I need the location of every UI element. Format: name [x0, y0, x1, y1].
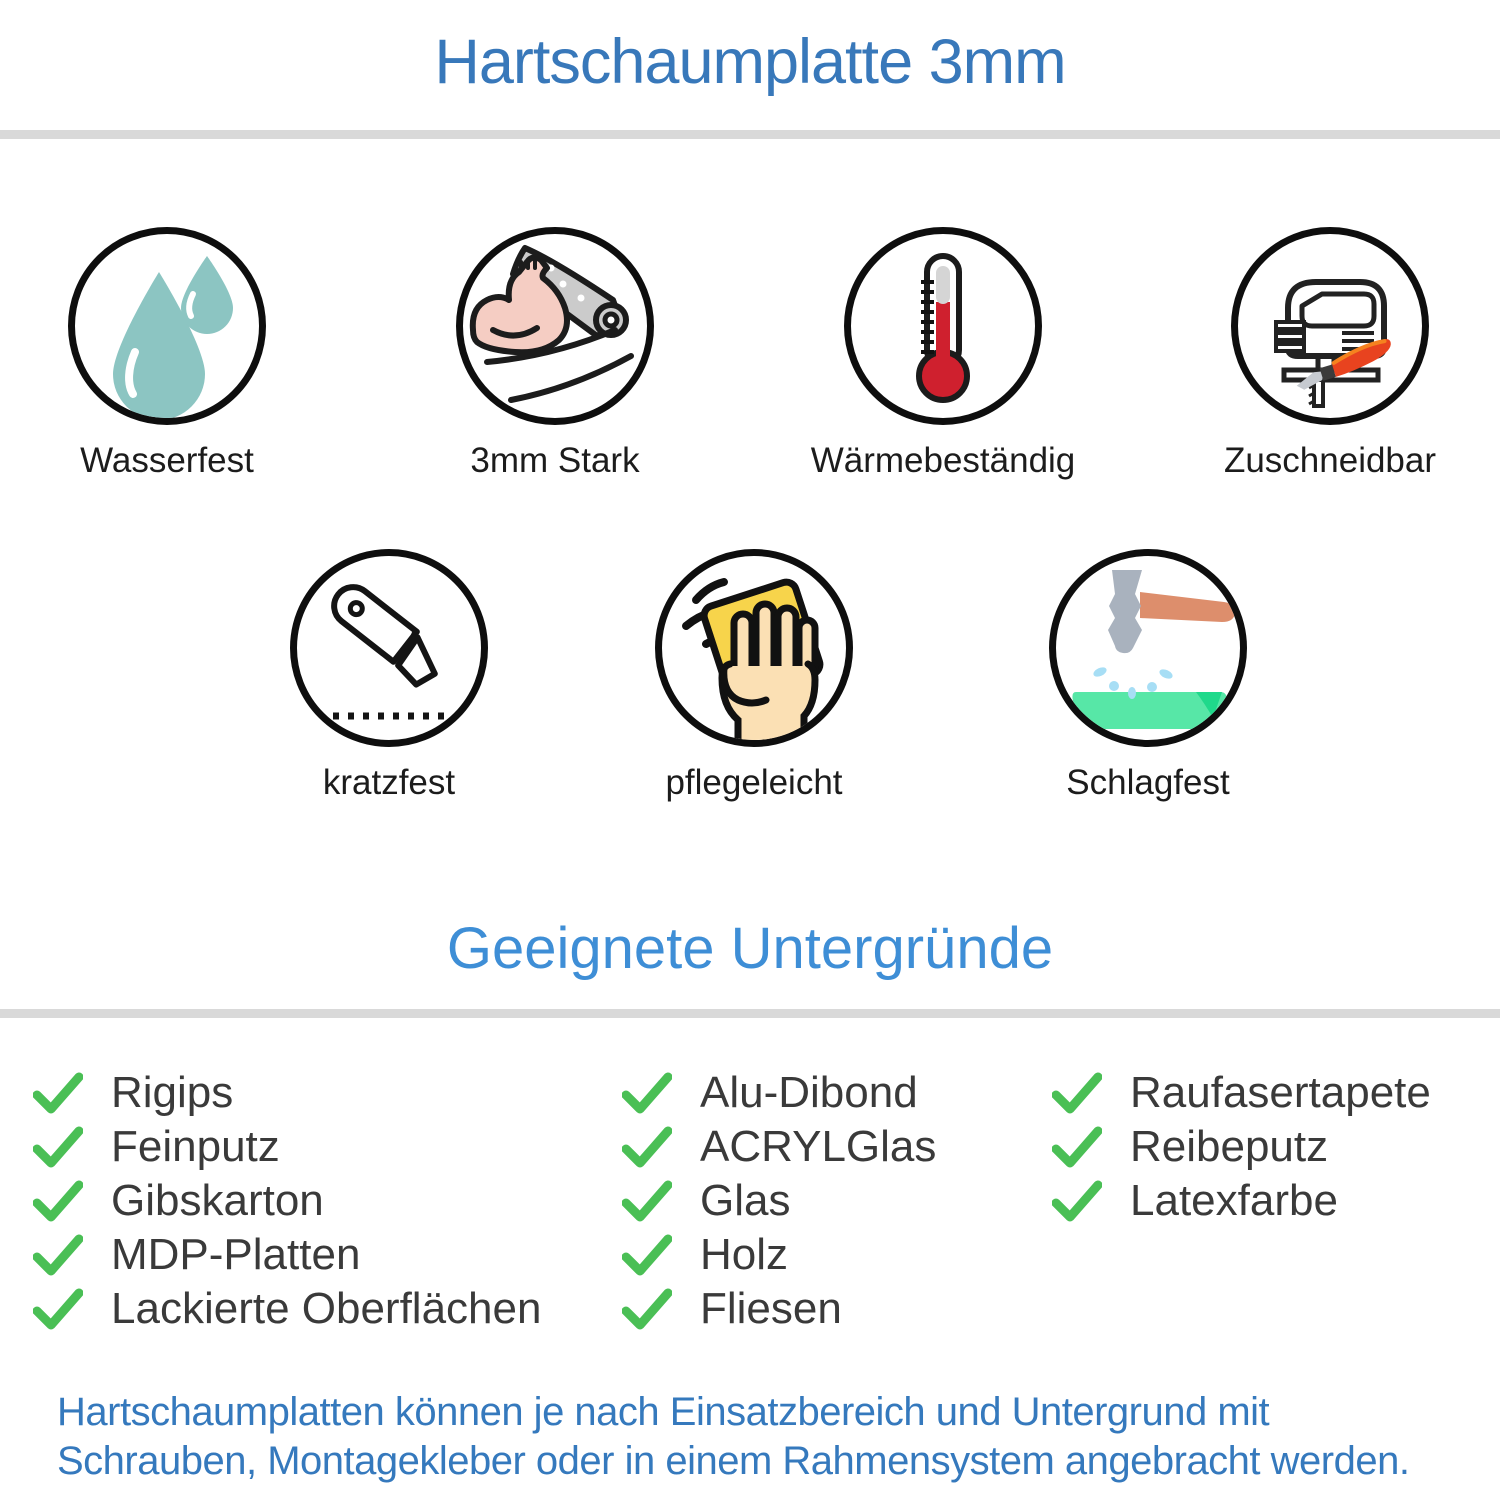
substrate-label: Lackierte Oberflächen [111, 1284, 542, 1333]
list-item [622, 1282, 936, 1336]
feature-waermebestaendig [793, 227, 1093, 481]
muscle-arm-icon [463, 234, 647, 418]
feature-zuschneidbar [1180, 227, 1480, 481]
check-icon [33, 1071, 83, 1115]
page-title: Hartschaumplatte 3mm [434, 27, 1066, 97]
jigsaw-icon [1238, 234, 1422, 418]
water-drops-icon [75, 234, 259, 418]
mounting-note-line-1: Hartschaumplatten können je nach Einsatzbereich und Untergrund mit [57, 1390, 1270, 1434]
substrate-label: Glas [700, 1176, 791, 1225]
substrate-label: Gibskarton [111, 1176, 324, 1225]
substrate-label: Rigips [111, 1068, 234, 1117]
feature-label: Wärmebeständig [810, 441, 1076, 480]
list-item [33, 1120, 541, 1174]
thermometer-icon [851, 234, 1035, 418]
substrate-label: ACRYLGlas [700, 1122, 937, 1171]
check-icon [1052, 1179, 1102, 1223]
feature-label: Wasserfest [80, 441, 254, 480]
feature-circle [456, 227, 654, 425]
check-icon [33, 1125, 83, 1169]
list-item [1052, 1120, 1431, 1174]
substrate-column-3 [1052, 1066, 1431, 1228]
feature-circle [655, 549, 853, 747]
check-icon [622, 1179, 672, 1223]
substrate-label: Alu-Dibond [700, 1068, 918, 1117]
feature-schlagfest [998, 549, 1298, 803]
mounting-note-line-2: Schrauben, Montagekleber oder in einem Rahmensystem angebracht werden. [57, 1439, 1410, 1483]
list-item [33, 1174, 541, 1228]
feature-circle [1231, 227, 1429, 425]
substrate-label: Feinputz [111, 1122, 280, 1171]
feature-label: Zuschneidbar [1223, 441, 1437, 480]
list-item [33, 1282, 541, 1336]
list-item [33, 1066, 541, 1120]
section-title-untergruende: Geeignete Untergründe [446, 916, 1054, 981]
feature-kratzfest [239, 549, 539, 803]
feature-label: pflegeleicht [665, 763, 843, 802]
check-icon [33, 1233, 83, 1277]
hammer-icon [1056, 556, 1240, 740]
mounting-note [57, 1388, 1457, 1486]
list-item [1052, 1066, 1431, 1120]
feature-wasserfest [17, 227, 317, 481]
check-icon [622, 1287, 672, 1331]
list-item [33, 1228, 541, 1282]
substrate-label: Fliesen [700, 1284, 842, 1333]
feature-circle [1049, 549, 1247, 747]
check-icon [1052, 1125, 1102, 1169]
divider-top [0, 130, 1500, 139]
feature-pflegeleicht [604, 549, 904, 803]
check-icon [622, 1233, 672, 1277]
list-item [1052, 1174, 1431, 1228]
substrate-label: Holz [700, 1230, 789, 1279]
feature-3mm-stark [405, 227, 705, 481]
list-item [622, 1228, 936, 1282]
feature-circle [290, 549, 488, 747]
check-icon [622, 1071, 672, 1115]
substrate-label: Reibeputz [1130, 1122, 1329, 1171]
check-icon [1052, 1071, 1102, 1115]
list-item [622, 1120, 936, 1174]
check-icon [33, 1287, 83, 1331]
feature-circle [68, 227, 266, 425]
substrate-label: Raufasertapete [1130, 1068, 1431, 1117]
divider-middle [0, 1009, 1500, 1018]
substrate-column-1 [33, 1066, 541, 1336]
utility-knife-icon [297, 556, 481, 740]
substrate-column-2 [622, 1066, 936, 1336]
list-item [622, 1174, 936, 1228]
substrate-label: MDP-Platten [111, 1230, 361, 1279]
cleaning-hand-icon [662, 556, 846, 740]
feature-label: kratzfest [322, 763, 456, 802]
check-icon [622, 1125, 672, 1169]
feature-label: 3mm Stark [470, 441, 640, 480]
list-item [622, 1066, 936, 1120]
feature-circle [844, 227, 1042, 425]
check-icon [33, 1179, 83, 1223]
substrate-label: Latexfarbe [1130, 1176, 1338, 1225]
feature-label: Schlagfest [1066, 763, 1230, 802]
